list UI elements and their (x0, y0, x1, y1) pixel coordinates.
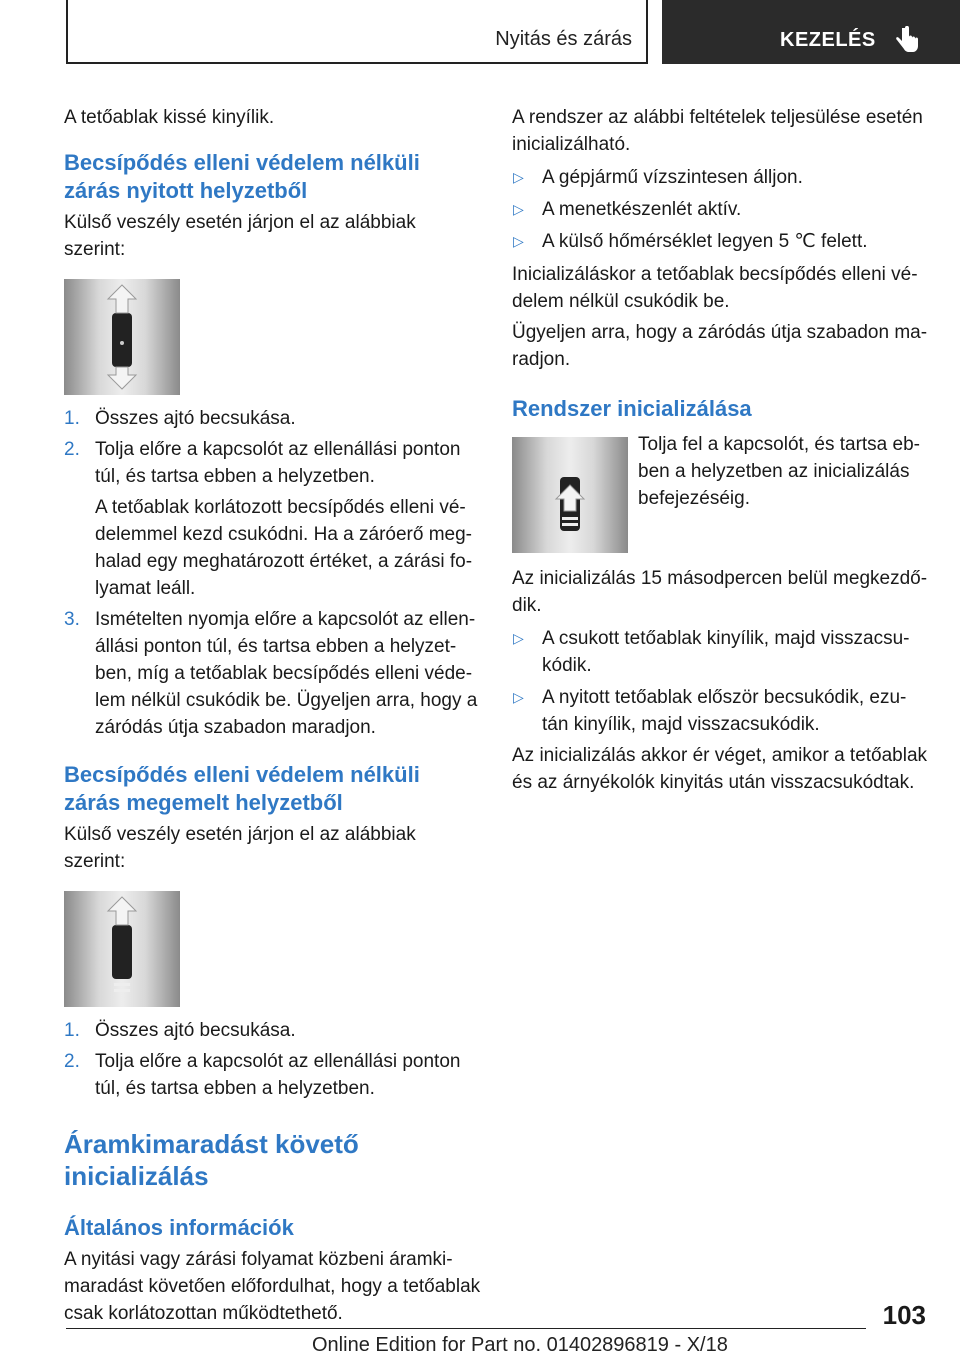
switch-illustration-push-forward (64, 279, 180, 395)
heading-raised-position: Becsípődés elleni védelem nélküli zárás megemelt helyzetből (64, 762, 420, 815)
list-item: ▷ A külső hőmérséklet legyen 5 ℃ felett. (513, 231, 868, 252)
list-item: 3. Ismételten nyomja előre a kapcsolót az ellen- állási ponton túl, és tartsa ebben a helyzet- ben, míg a tetőablak becsípődés elleni véde- lem nélkül csukódik be. Ügyeljen arra, hogy a záródás útja szabadon maradjon. (64, 609, 478, 738)
switch-illustration-push-up (512, 437, 628, 553)
list-item: ▷ A menetkészenlét aktív. (513, 199, 742, 220)
list-item: 2. Tolja előre a kapcsolót az ellenállási ponton túl, és tartsa ebben a helyzetben. (64, 1051, 461, 1099)
right-column (512, 100, 930, 796)
header-section-tab (66, 0, 648, 64)
conditions-list (512, 164, 930, 255)
step-note: A tetőablak korlátozott becsípődés elleni vé- delemmel kezd csukódni. Ha a záróerő meg- halad egy meghatározott értéket, a zárási fo- lyamat leáll. (95, 497, 473, 599)
conditions-intro: A rendszer az alábbi feltételek teljesülése esetén inicializálható. (512, 107, 923, 155)
left-column (64, 100, 482, 1327)
heading-power-outage-init: Áramkimaradást követő inicializálás (64, 1129, 359, 1191)
init-behaviour-list (512, 625, 930, 738)
hand-pointer-icon (894, 26, 920, 54)
caution-note: Ügyeljen arra, hogy a záródás útja szabadon ma- radjon. (512, 322, 928, 370)
switch-illustration-push-forward-2 (64, 891, 180, 1007)
steps-list-2 (64, 1017, 482, 1102)
instruction-text: Külső veszély esetén járjon el az alábbiak szerint: (64, 212, 416, 260)
header-chapter-title: KEZELÉS (780, 29, 876, 51)
heading-open-position: Becsípődés elleni védelem nélküli zárás nyitott helyzetből (64, 150, 420, 203)
steps-list-1 (64, 405, 482, 741)
init-start-text: Az inicializálás 15 másodpercen belül megkezdő- dik. (512, 568, 928, 616)
list-item: ▷ A csukott tetőablak kinyílik, majd visszacsu- kódik. (513, 628, 910, 676)
init-note: Inicializáláskor a tetőablak becsípődés elleni vé- delem nélkül csukódik be. (512, 264, 918, 312)
page-number: 103 (882, 1300, 926, 1330)
footer-divider (66, 1328, 866, 1329)
header-chapter-tab (662, 0, 960, 64)
header-section-title: Nyitás és zárás (495, 28, 632, 50)
list-item: ▷ A nyitott tetőablak először becsukódik, ezu- tán kinyílik, majd visszacsukódik. (513, 687, 907, 735)
list-item: 2. Tolja előre a kapcsolót az ellenállási ponton túl, és tartsa ebben a helyzetben. A tetőablak korlátozott becsípődés elleni vé- delemmel kezd csukódni. Ha a záróerő meg- halad egy meghatározott értéket, a zárási fo- lyamat leáll. (64, 436, 482, 602)
list-item: 1. Összes ajtó becsukása. (64, 408, 296, 429)
footer-edition-text: Online Edition for Part no. 01402896819 - X/18 (312, 1334, 728, 1356)
list-item: ▷ A gépjármű vízszintesen álljon. (513, 167, 803, 188)
list-item: 1. Összes ajtó becsukása. (64, 1020, 296, 1041)
init-illustration-block (512, 434, 930, 555)
instruction-text-2: Külső veszély esetén járjon el az alábbiak szerint: (64, 824, 416, 872)
intro-text: A tetőablak kissé kinyílik. (64, 107, 275, 128)
heading-system-init: Rendszer inicializálása (512, 396, 752, 421)
general-info-text: A nyitási vagy zárási folyamat közbeni áramki- maradást követően előfordulhat, hogy a tetőablak csak korlátozottan működtethető. (64, 1249, 481, 1324)
init-instruction: Tolja fel a kapcsolót, és tartsa eb- ben a helyzetben az inicializálás befejezéséig. (638, 434, 920, 509)
init-end-text: Az inicializálás akkor ér véget, amikor a tetőablak és az árnyékolók kinyitás után visszacsukódtak. (512, 745, 928, 793)
heading-general-info: Általános információk (64, 1215, 294, 1240)
